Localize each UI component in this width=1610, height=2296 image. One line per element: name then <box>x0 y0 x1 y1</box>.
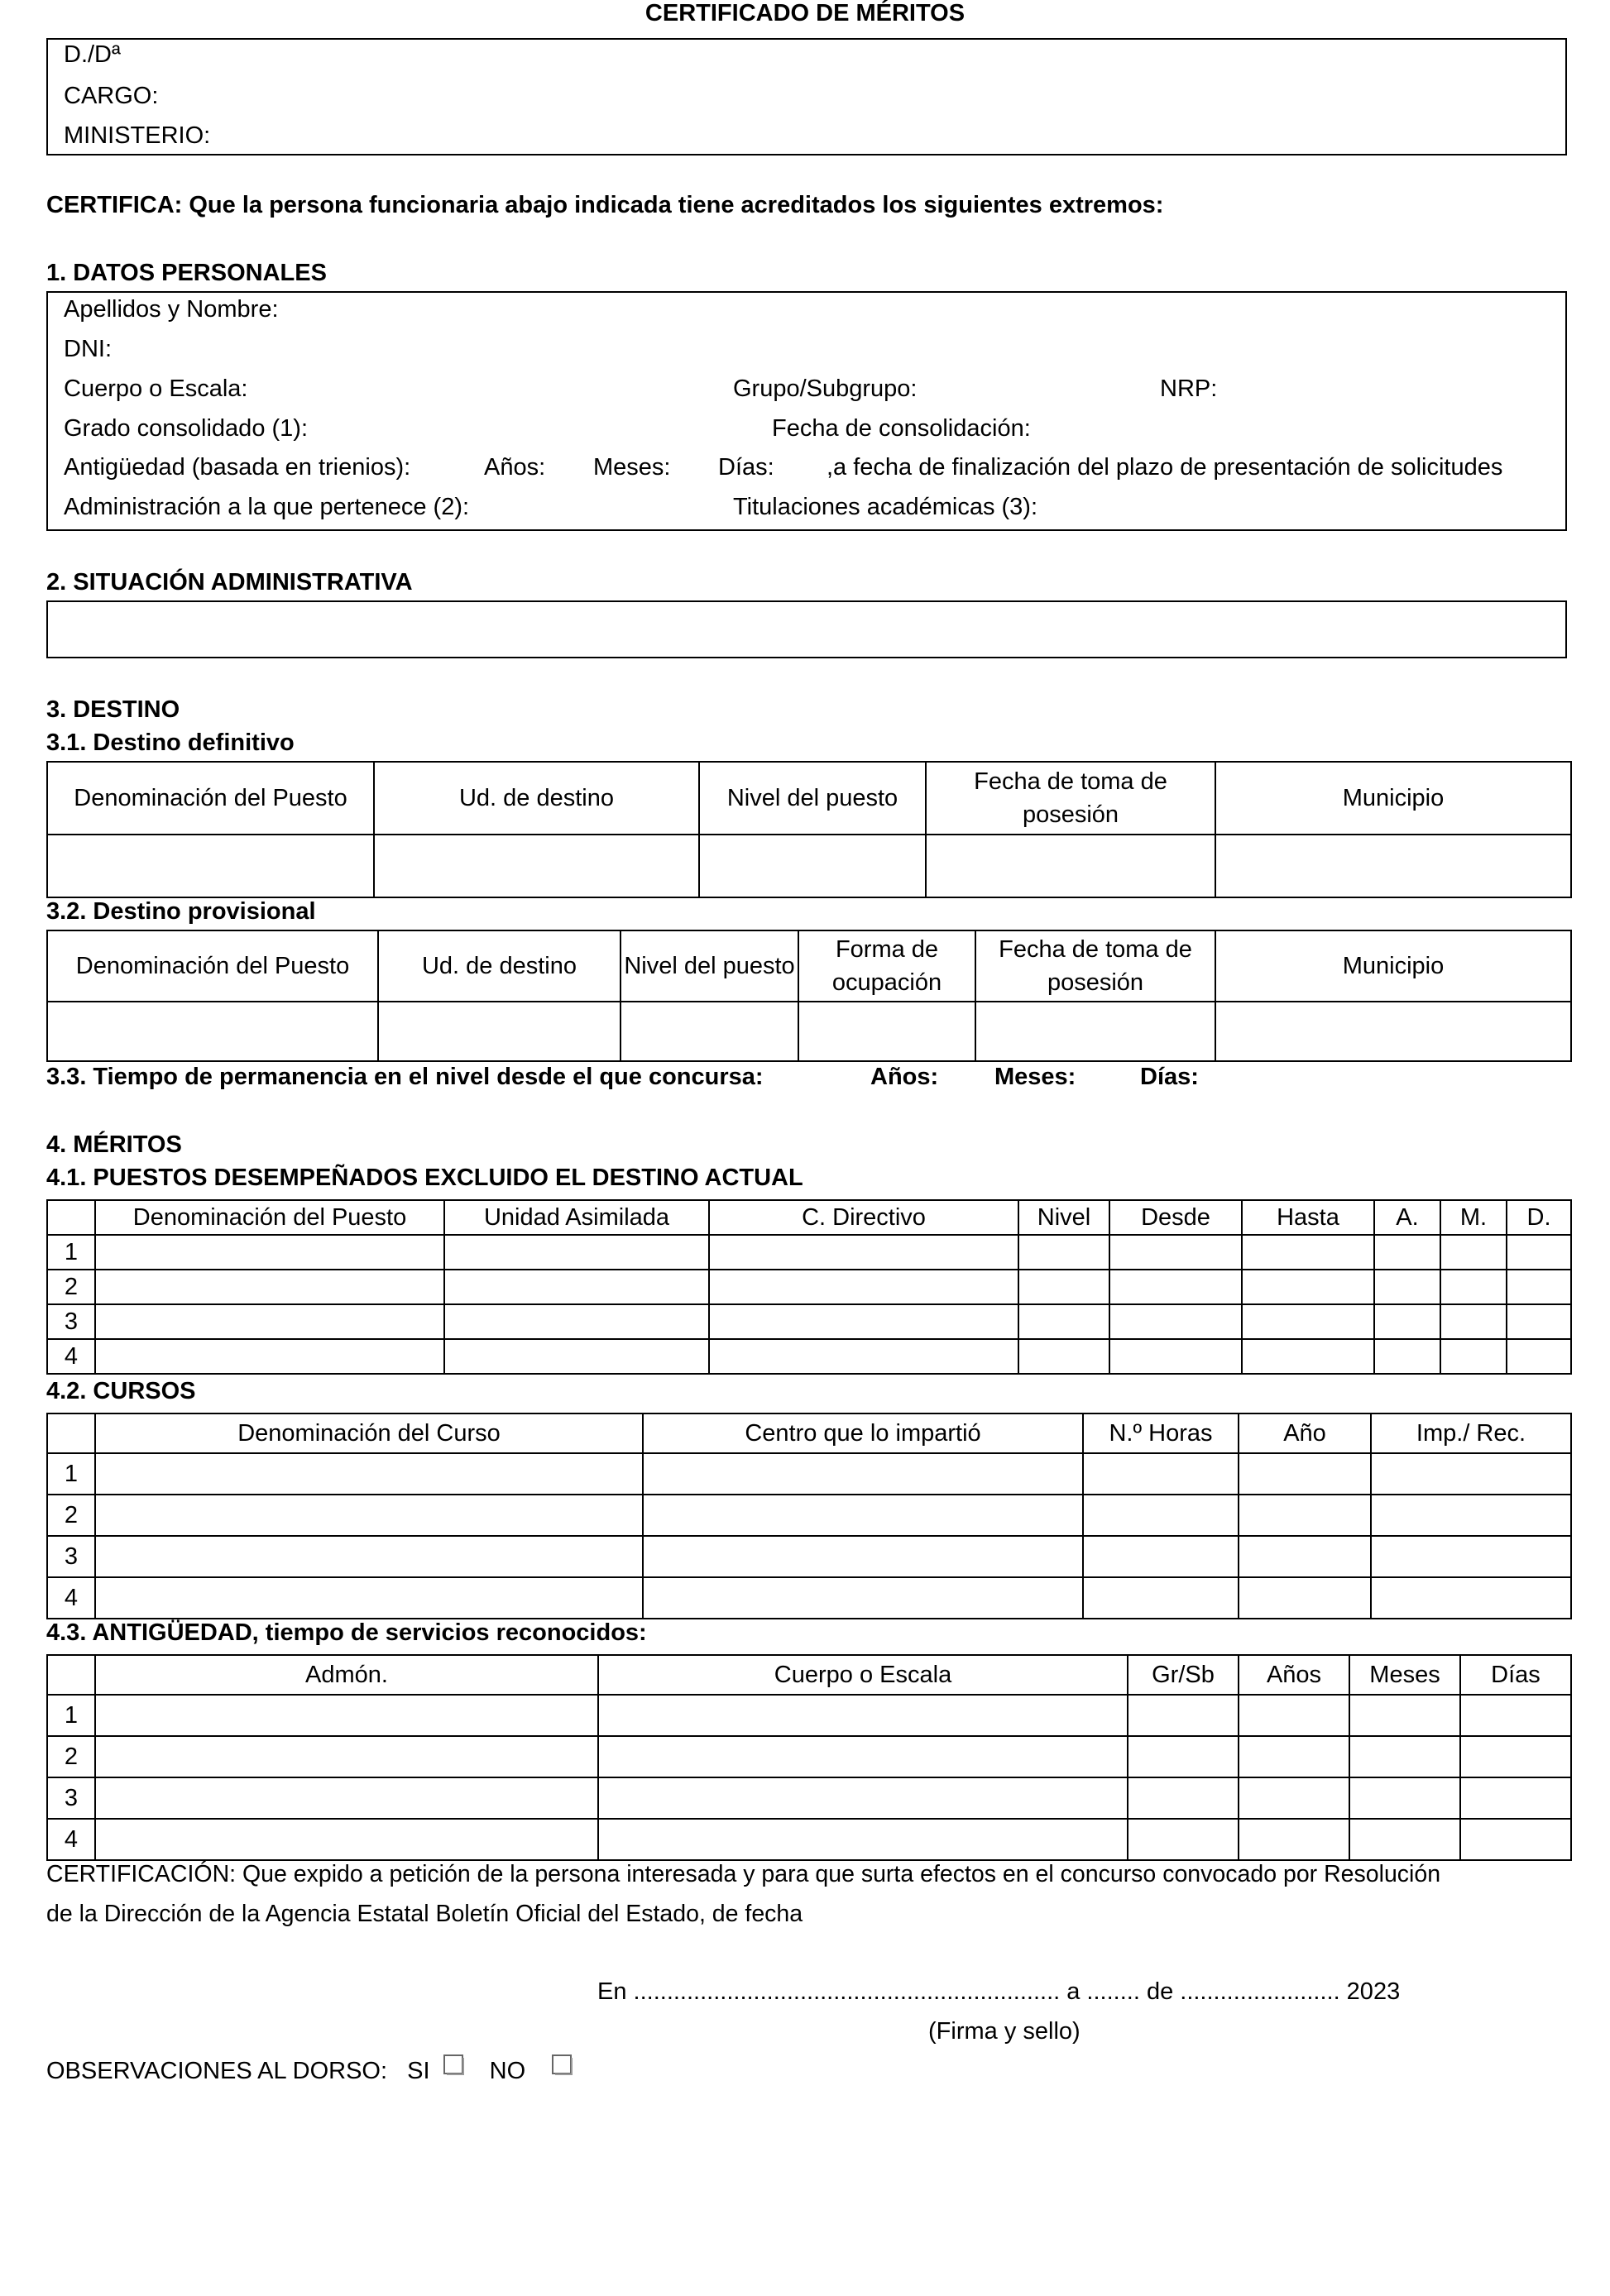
antiguedad-label: Antigüedad (basada en trienios): <box>64 454 411 481</box>
table-header: Denominación del Puesto <box>95 1200 444 1235</box>
table-cell[interactable] <box>1239 1695 1349 1736</box>
apellidos-label: Apellidos y Nombre: <box>64 296 279 323</box>
table-cell[interactable] <box>1018 1339 1109 1374</box>
table-cell[interactable] <box>1128 1695 1239 1736</box>
firma-sello-label: (Firma y sello) <box>928 2018 1081 2045</box>
table-cell[interactable] <box>1128 1736 1239 1777</box>
table-header: Denominación del Puesto <box>47 762 374 835</box>
table-cell[interactable] <box>1507 1304 1571 1339</box>
table-cell[interactable] <box>1083 1536 1239 1577</box>
table-cell[interactable] <box>1371 1536 1571 1577</box>
permanencia-anos-label: Años: <box>870 1064 939 1090</box>
antiguedad-dias-label: Días: <box>718 454 774 481</box>
table-cell[interactable] <box>1215 835 1571 897</box>
si-label: SI <box>407 2058 430 2084</box>
table-cell[interactable] <box>598 1695 1128 1736</box>
table-header: Desde <box>1109 1200 1242 1235</box>
page-title: CERTIFICADO DE MÉRITOS <box>644 0 966 26</box>
table-cell[interactable] <box>1215 1002 1571 1061</box>
table-header: Centro que lo impartió <box>643 1413 1083 1453</box>
header-cargo-field: CARGO: <box>64 83 159 109</box>
table-cell[interactable] <box>1128 1819 1239 1860</box>
table-row <box>47 1304 1571 1339</box>
table-cell[interactable] <box>1239 1495 1371 1536</box>
table-cell[interactable] <box>1242 1235 1374 1270</box>
table-cell[interactable] <box>374 835 699 897</box>
table-header: D. <box>1507 1200 1571 1235</box>
table-header: Ud. de destino <box>374 762 699 835</box>
table-cell[interactable] <box>95 1536 643 1577</box>
table-cell[interactable] <box>95 1819 598 1860</box>
table-cell[interactable] <box>643 1577 1083 1619</box>
table-cell[interactable] <box>699 835 926 897</box>
table-cell[interactable] <box>1374 1270 1440 1304</box>
table-cell[interactable] <box>1440 1339 1507 1374</box>
table-cell[interactable] <box>1239 1736 1349 1777</box>
a-fecha-text: ,a fecha de finalización del plazo de presentación de solicitudes <box>827 454 1503 481</box>
table-cell[interactable] <box>95 1304 444 1339</box>
table-cell[interactable] <box>1440 1270 1507 1304</box>
table-row <box>47 1577 1571 1619</box>
table-header: Imp./ Rec. <box>1371 1413 1571 1453</box>
table-header: Forma de ocupación <box>798 930 975 1002</box>
table-cell[interactable] <box>444 1235 709 1270</box>
dni-label: DNI: <box>64 336 112 362</box>
table-row <box>47 1819 1571 1860</box>
table-cell[interactable] <box>1440 1304 1507 1339</box>
table-cell[interactable] <box>1242 1270 1374 1304</box>
table-cell[interactable] <box>1349 1819 1460 1860</box>
table-cell[interactable] <box>1349 1695 1460 1736</box>
table-cell[interactable] <box>1242 1339 1374 1374</box>
table-cell[interactable] <box>1374 1339 1440 1374</box>
table-cell[interactable] <box>1239 1453 1371 1495</box>
nrp-label: NRP: <box>1160 375 1218 402</box>
table-header: Nivel <box>1018 1200 1109 1235</box>
table-header: Nivel del puesto <box>699 762 926 835</box>
grado-label: Grado consolidado (1): <box>64 415 308 442</box>
row-number: 1 <box>47 1695 95 1736</box>
table-header: A. <box>1374 1200 1440 1235</box>
table-row <box>47 1270 1571 1304</box>
table-cell[interactable] <box>1018 1304 1109 1339</box>
table-cell[interactable] <box>1239 1819 1349 1860</box>
table-header-row <box>47 1655 1571 1695</box>
table-cell[interactable] <box>621 1002 798 1061</box>
table-cell[interactable] <box>95 1577 643 1619</box>
table-cell[interactable] <box>1460 1736 1571 1777</box>
row-number: 4 <box>47 1819 95 1860</box>
section3-heading: 3. DESTINO <box>46 696 180 723</box>
table-cell[interactable] <box>47 1002 378 1061</box>
table-row <box>47 1235 1571 1270</box>
table-row <box>47 1777 1571 1819</box>
destino-definitivo-heading: 3.1. Destino definitivo <box>46 729 295 756</box>
table-cell[interactable] <box>643 1495 1083 1536</box>
table-header: Admón. <box>95 1655 598 1695</box>
row-number: 1 <box>47 1235 95 1270</box>
table-cell[interactable] <box>1349 1777 1460 1819</box>
row-number: 2 <box>47 1736 95 1777</box>
table-cell[interactable] <box>1083 1495 1239 1536</box>
table-cell[interactable] <box>1371 1577 1571 1619</box>
antiguedad-anos-label: Años: <box>484 454 546 481</box>
table-cell[interactable] <box>709 1270 1018 1304</box>
observaciones-row <box>46 2058 572 2085</box>
table-header: C. Directivo <box>709 1200 1018 1235</box>
cursos-table <box>46 1413 1572 1619</box>
row-number: 4 <box>47 1339 95 1374</box>
table-cell[interactable] <box>598 1736 1128 1777</box>
table-cell[interactable] <box>1083 1577 1239 1619</box>
table-cell[interactable] <box>1239 1536 1371 1577</box>
header-box <box>46 38 1567 155</box>
table-header: Cuerpo o Escala <box>598 1655 1128 1695</box>
table-header: Gr/Sb <box>1128 1655 1239 1695</box>
lugar-fecha-line: En ................................................................ a ........ de ........................ 2023 <box>597 1978 1401 2005</box>
table-header-row <box>47 762 1571 835</box>
table-cell[interactable] <box>1018 1235 1109 1270</box>
table-row <box>47 1736 1571 1777</box>
table-cell[interactable] <box>709 1339 1018 1374</box>
table-cell[interactable] <box>378 1002 621 1061</box>
table-cell[interactable] <box>1239 1577 1371 1619</box>
table-header: Año <box>1239 1413 1371 1453</box>
observaciones-label: OBSERVACIONES AL DORSO: <box>46 2058 388 2084</box>
table-header: Municipio <box>1215 762 1571 835</box>
table-cell[interactable] <box>444 1270 709 1304</box>
table-cell[interactable] <box>95 1695 598 1736</box>
table-cell[interactable] <box>95 1235 444 1270</box>
table-header: Fecha de toma de posesión <box>975 930 1215 1002</box>
table-cell[interactable] <box>926 835 1215 897</box>
table-cell[interactable] <box>643 1453 1083 1495</box>
titulaciones-label: Titulaciones académicas (3): <box>733 494 1038 520</box>
table-cell[interactable] <box>444 1339 709 1374</box>
puestos-desempenados-heading: 4.1. PUESTOS DESEMPEÑADOS EXCLUIDO EL DESTINO ACTUAL <box>46 1165 803 1191</box>
table-cell[interactable] <box>95 1777 598 1819</box>
row-number: 4 <box>47 1577 95 1619</box>
table-cell[interactable] <box>95 1339 444 1374</box>
table-cell[interactable] <box>47 835 374 897</box>
header-ministerio-field: MINISTERIO: <box>64 122 211 149</box>
certificacion-line1: CERTIFICACIÓN: Que expido a petición de la persona interesada y para que surta efectos en el concurso convocado por Resolución <box>46 1861 1441 1887</box>
table-header: Hasta <box>1242 1200 1374 1235</box>
table-cell[interactable] <box>1460 1777 1571 1819</box>
table-cell[interactable] <box>444 1304 709 1339</box>
certifica-statement: CERTIFICA: Que la persona funcionaria abajo indicada tiene acreditados los siguientes extremos: <box>46 192 1164 218</box>
table-cell[interactable] <box>1109 1304 1242 1339</box>
table-cell[interactable] <box>598 1777 1128 1819</box>
table-cell[interactable] <box>1440 1235 1507 1270</box>
table-header-row <box>47 1200 1571 1235</box>
table-header <box>47 1655 95 1695</box>
table-cell[interactable] <box>975 1002 1215 1061</box>
table-cell[interactable] <box>95 1270 444 1304</box>
table-cell[interactable] <box>1460 1695 1571 1736</box>
si-checkbox[interactable] <box>443 2054 463 2074</box>
table-cell[interactable] <box>1507 1235 1571 1270</box>
table-cell[interactable] <box>1507 1339 1571 1374</box>
table-row <box>47 835 1571 897</box>
row-number: 3 <box>47 1777 95 1819</box>
grupo-label: Grupo/Subgrupo: <box>733 375 918 402</box>
table-header: Días <box>1460 1655 1571 1695</box>
cursos-heading: 4.2. CURSOS <box>46 1378 196 1404</box>
row-number: 2 <box>47 1270 95 1304</box>
situacion-administrativa-box <box>46 600 1567 658</box>
table-cell[interactable] <box>709 1304 1018 1339</box>
table-header: Denominación del Puesto <box>47 930 378 1002</box>
antiguedad-servicios-heading: 4.3. ANTIGÜEDAD, tiempo de servicios reconocidos: <box>46 1619 647 1646</box>
permanencia-meses-label: Meses: <box>994 1064 1076 1090</box>
table-header: Denominación del Curso <box>95 1413 643 1453</box>
table-cell[interactable] <box>798 1002 975 1061</box>
table-cell[interactable] <box>1018 1270 1109 1304</box>
row-number: 2 <box>47 1495 95 1536</box>
table-header-row <box>47 1413 1571 1453</box>
table-row <box>47 1002 1571 1061</box>
table-row <box>47 1453 1571 1495</box>
table-header <box>47 1413 95 1453</box>
table-cell[interactable] <box>1239 1777 1349 1819</box>
header-name-field: D./Dª <box>64 41 121 68</box>
table-header: Unidad Asimilada <box>444 1200 709 1235</box>
antiguedad-meses-label: Meses: <box>593 454 671 481</box>
no-label: NO <box>489 2058 526 2084</box>
table-cell[interactable] <box>1109 1339 1242 1374</box>
table-cell[interactable] <box>1349 1736 1460 1777</box>
table-cell[interactable] <box>709 1235 1018 1270</box>
permanencia-heading: 3.3. Tiempo de permanencia en el nivel desde el que concursa: <box>46 1064 764 1090</box>
row-number: 3 <box>47 1536 95 1577</box>
table-header: Fecha de toma de posesión <box>926 762 1215 835</box>
certificacion-line2: de la Dirección de la Agencia Estatal Boletín Oficial del Estado, de fecha <box>46 1901 803 1927</box>
row-number: 1 <box>47 1453 95 1495</box>
table-cell[interactable] <box>1460 1819 1571 1860</box>
table-header: Nivel del puesto <box>621 930 798 1002</box>
table-cell[interactable] <box>1371 1495 1571 1536</box>
table-cell[interactable] <box>95 1495 643 1536</box>
table-header: Meses <box>1349 1655 1460 1695</box>
table-row <box>47 1695 1571 1736</box>
puestos-desempenados-table <box>46 1199 1572 1375</box>
section2-heading: 2. SITUACIÓN ADMINISTRATIVA <box>46 569 413 596</box>
fecha-consolidacion-label: Fecha de consolidación: <box>772 415 1031 442</box>
antiguedad-servicios-table <box>46 1654 1572 1861</box>
table-header-row <box>47 930 1571 1002</box>
table-cell[interactable] <box>95 1736 598 1777</box>
table-cell[interactable] <box>95 1453 643 1495</box>
table-cell[interactable] <box>1128 1777 1239 1819</box>
table-cell[interactable] <box>1374 1235 1440 1270</box>
section4-heading: 4. MÉRITOS <box>46 1131 182 1158</box>
table-header: Años <box>1239 1655 1349 1695</box>
table-cell[interactable] <box>1374 1304 1440 1339</box>
destino-provisional-table <box>46 930 1572 1062</box>
table-header: M. <box>1440 1200 1507 1235</box>
permanencia-dias-label: Días: <box>1140 1064 1199 1090</box>
section1-heading: 1. DATOS PERSONALES <box>46 260 327 286</box>
table-cell[interactable] <box>1371 1453 1571 1495</box>
table-header: Municipio <box>1215 930 1571 1002</box>
table-cell[interactable] <box>598 1819 1128 1860</box>
row-number: 3 <box>47 1304 95 1339</box>
destino-provisional-heading: 3.2. Destino provisional <box>46 898 316 925</box>
table-cell[interactable] <box>1242 1304 1374 1339</box>
table-header: N.º Horas <box>1083 1413 1239 1453</box>
administracion-label: Administración a la que pertenece (2): <box>64 494 470 520</box>
table-row <box>47 1495 1571 1536</box>
table-header <box>47 1200 95 1235</box>
table-cell[interactable] <box>1507 1270 1571 1304</box>
table-cell[interactable] <box>1109 1235 1242 1270</box>
no-checkbox[interactable] <box>552 2054 572 2074</box>
cuerpo-label: Cuerpo o Escala: <box>64 375 248 402</box>
table-cell[interactable] <box>643 1536 1083 1577</box>
destino-definitivo-table <box>46 761 1572 898</box>
table-cell[interactable] <box>1083 1453 1239 1495</box>
table-cell[interactable] <box>1109 1270 1242 1304</box>
table-header: Ud. de destino <box>378 930 621 1002</box>
table-row <box>47 1339 1571 1374</box>
table-row <box>47 1536 1571 1577</box>
